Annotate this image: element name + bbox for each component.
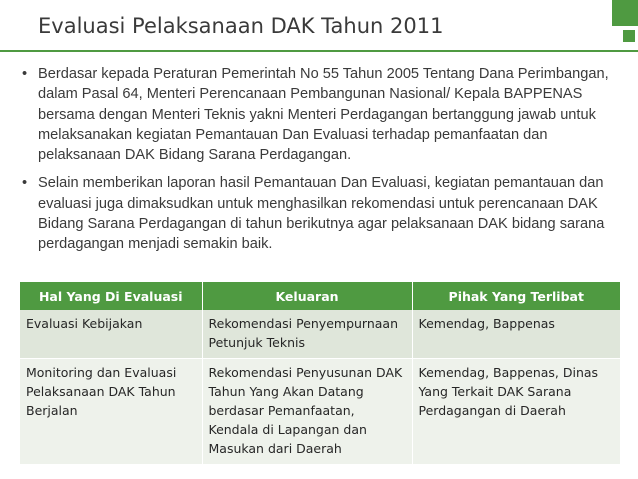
bullet-list — [20, 64, 620, 263]
bullet-marker: • — [22, 175, 28, 192]
table-row — [20, 310, 620, 359]
cell-parties: Kemendag, Bappenas — [412, 310, 620, 359]
bullet-item-regulation — [20, 64, 620, 165]
title-divider — [0, 50, 638, 52]
corner-accent-block — [612, 0, 638, 26]
table-row — [20, 359, 620, 465]
header-output: Keluaran — [202, 282, 412, 310]
bullet-marker: • — [22, 66, 28, 82]
cell-parties: Kemendag, Bappenas, Dinas Yang Terkait DAK Sarana Perdagangan di Daerah — [412, 359, 620, 465]
corner-accent-square — [623, 30, 635, 42]
bullet-text: Berdasar kepada Peraturan Pemerintah No 55 Tahun 2005 Tentang Dana Perimbangan, dalam Pasal 64, Menteri Perencanaan Pembangunan Nasional/ Kepala BAPPENAS bersama dengan Menteri Teknis yakni Menteri Perdagangan bertanggung jawab untuk melaksanakan kegiatan Pemantauan Dan Evaluasi terhadap pemanfaatan dan pelaksanaan DAK Bidang Sarana Perdagangan. — [38, 66, 609, 164]
bullet-text: Selain memberikan laporan hasil Pemantauan Dan Evaluasi, kegiatan pemantauan dan evaluasi juga dimaksudkan untuk menghasilkan rekomendasi untuk perencanaan DAK Bidang Sarana Perdagangan di tahun berikutnya agar pelaksanaan DAK bidang sarana perdagangan menjadi semakin baik. — [38, 175, 605, 253]
header-parties-involved: Pihak Yang Terlibat — [412, 282, 620, 310]
evaluation-table — [20, 282, 620, 465]
evaluation-table-container — [20, 282, 620, 465]
slide-title: Evaluasi Pelaksanaan DAK Tahun 2011 — [38, 14, 444, 38]
cell-output: Rekomendasi Penyempurnaan Petunjuk Teknis — [202, 310, 412, 359]
table-header-row — [20, 282, 620, 310]
header-evaluated-item: Hal Yang Di Evaluasi — [20, 282, 202, 310]
cell-evaluated-item: Evaluasi Kebijakan — [20, 310, 202, 359]
cell-evaluated-item: Monitoring dan Evaluasi Pelaksanaan DAK Tahun Berjalan — [20, 359, 202, 465]
bullet-item-recommendation — [20, 173, 620, 254]
cell-output: Rekomendasi Penyusunan DAK Tahun Yang Akan Datang berdasar Pemanfaatan, Kendala di Lapangan dan Masukan dari Daerah — [202, 359, 412, 465]
